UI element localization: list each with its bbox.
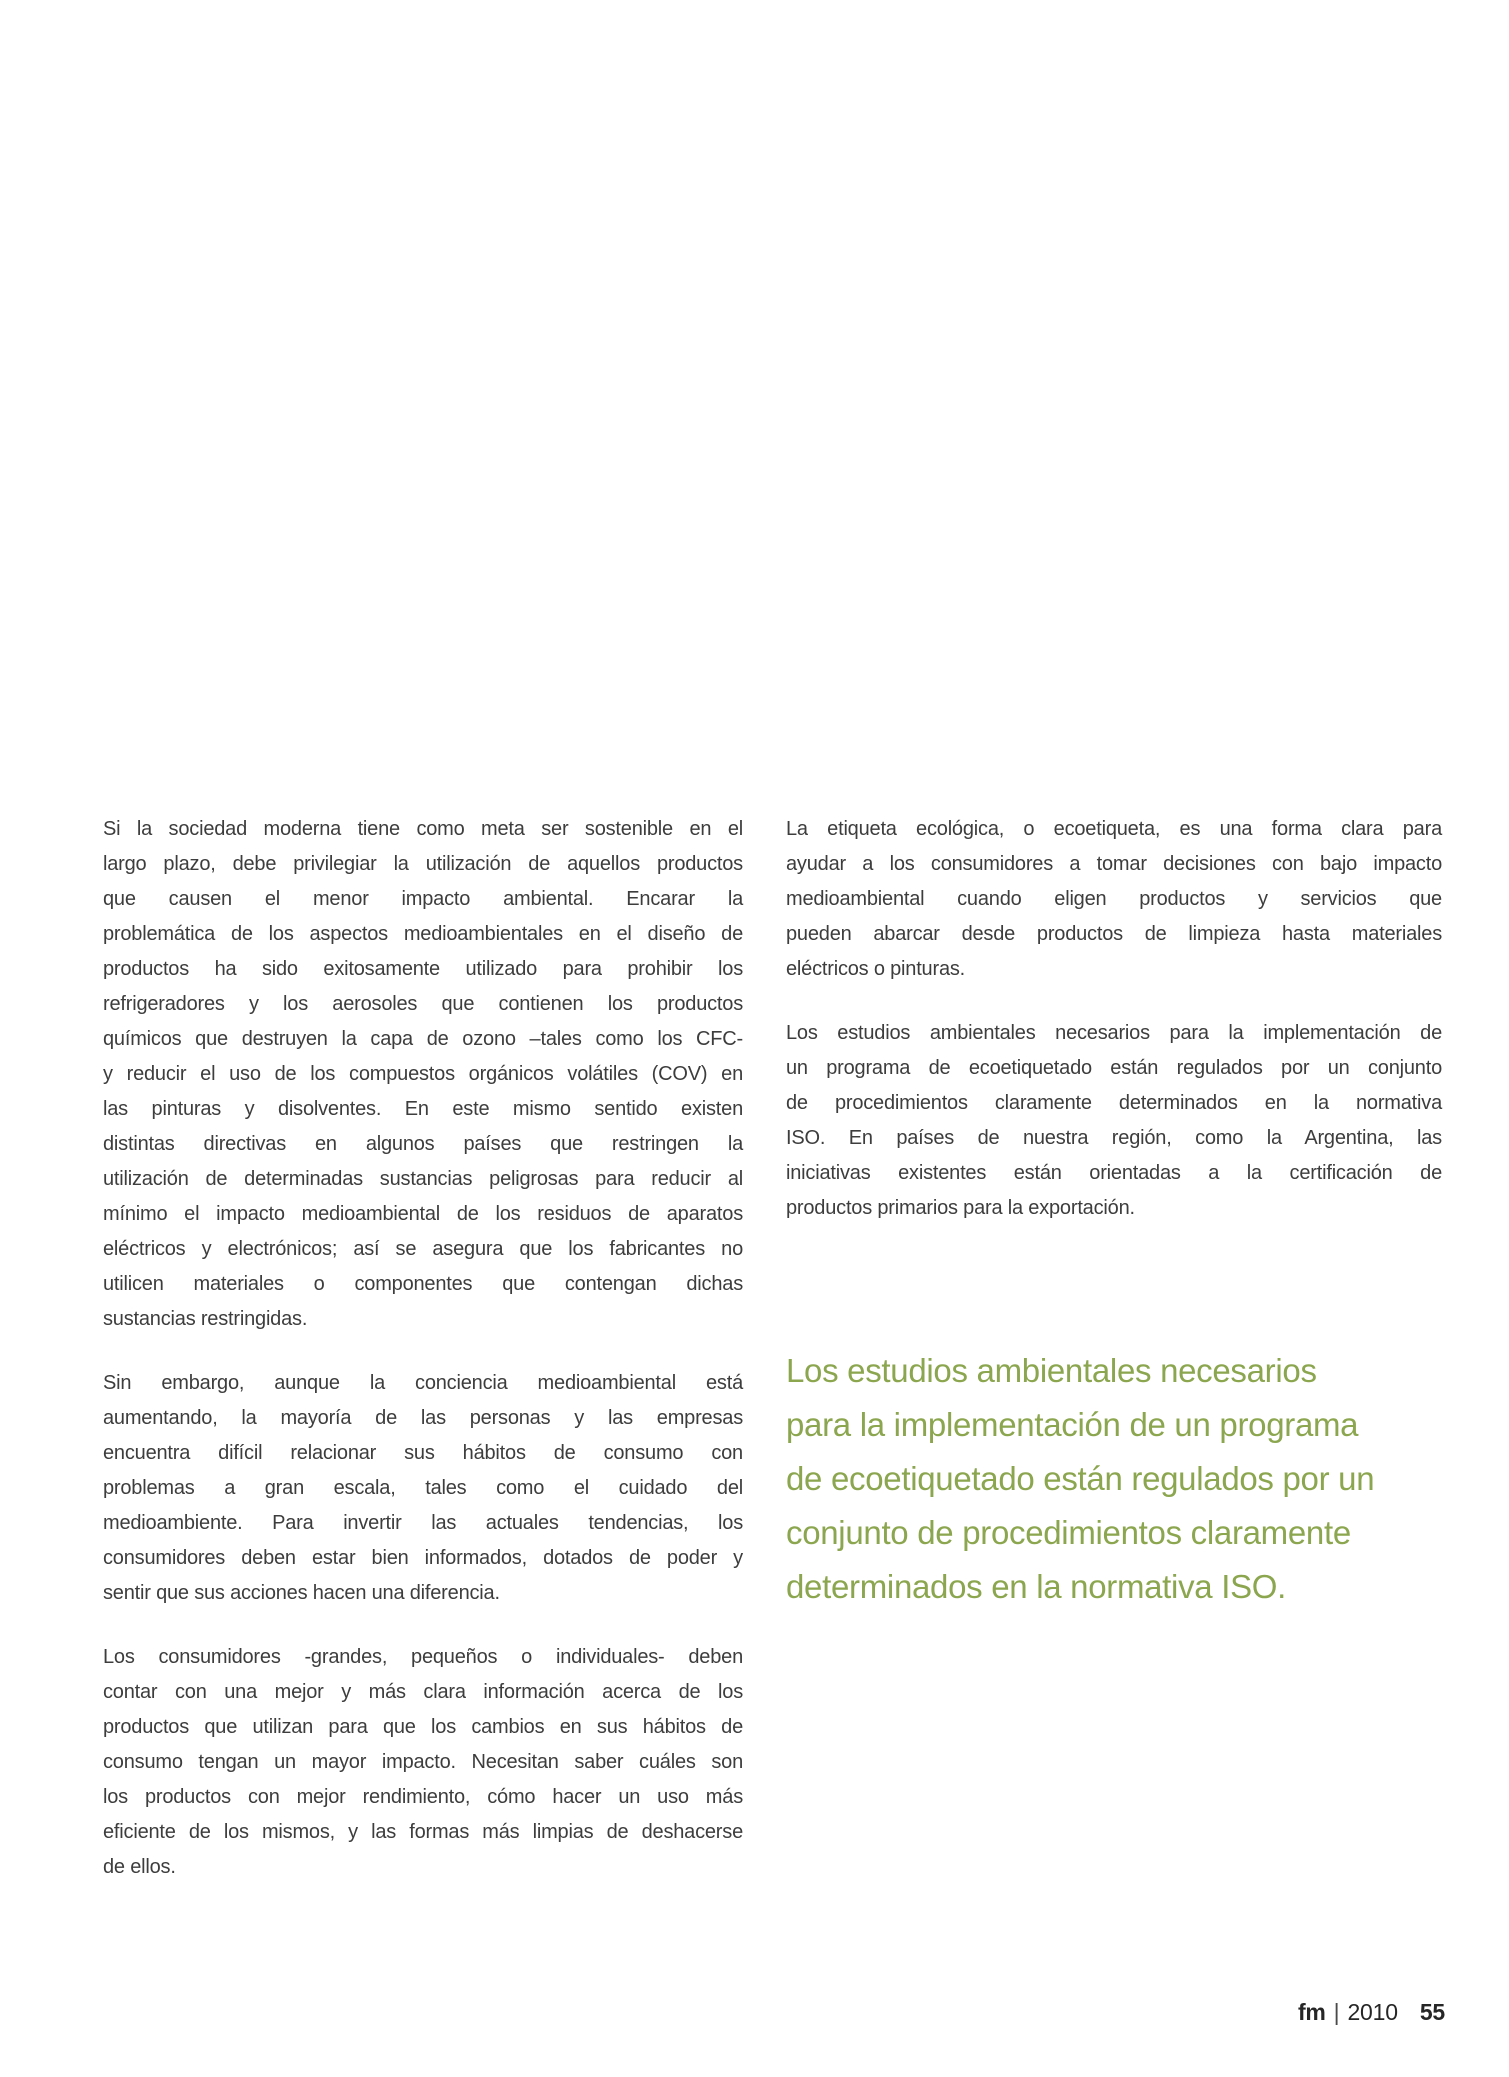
text-line: sustancias restringidas. [103,1308,308,1330]
text-line: de ellos. [103,1856,176,1878]
text-line: Los consumidores -grandes, pequeños o individuales- deben [103,1646,743,1668]
text-line: consumidores deben estar bien informados, dotados de poder y [103,1547,743,1569]
footer-year: 2010 [1347,1999,1398,2025]
paragraph [786,812,1442,987]
text-line: encuentra difícil relacionar sus hábitos de consumo con [103,1442,743,1464]
paragraph [103,1640,743,1885]
text-line: que causen el menor impacto ambiental. Encarar la [103,888,743,910]
text-line: eléctricos y electrónicos; así se asegura que los fabricantes no [103,1238,743,1260]
paragraph [786,1344,1442,1614]
paragraph [786,1016,1442,1226]
text-line: de procedimientos claramente determinados en la normativa [786,1092,1442,1114]
text-line: largo plazo, debe privilegiar la utilización de aquellos productos [103,853,743,875]
text-line: Sin embargo, aunque la conciencia medioambiental está [103,1372,743,1394]
text-line: iniciativas existentes están orientadas a la certificación de [786,1162,1442,1184]
text-line: eficiente de los mismos, y las formas más limpias de deshacerse [103,1821,743,1843]
text-line: utilización de determinadas sustancias peligrosas para reducir al [103,1168,743,1190]
left-text-column [103,812,743,1885]
journal-name: fm [1297,1999,1326,2025]
text-line: Los estudios ambientales necesarios [786,1352,1317,1389]
text-line: problemas a gran escala, tales como el cuidado del [103,1477,743,1499]
paragraph [103,1366,743,1611]
text-line: Si la sociedad moderna tiene como meta ser sostenible en el [103,818,743,840]
text-line: químicos que destruyen la capa de ozono –tales como los CFC- [103,1028,743,1050]
text-line: aumentando, la mayoría de las personas y las empresas [103,1407,743,1429]
text-line: las pinturas y disolventes. En este mismo sentido existen [103,1098,743,1120]
text-line: los productos con mejor rendimiento, cómo hacer un uso más [103,1786,743,1808]
text-line: medioambiente. Para invertir las actuales tendencias, los [103,1512,743,1534]
text-line: pueden abarcar desde productos de limpieza hasta materiales [786,923,1442,945]
text-line: para la implementación de un programa [786,1406,1359,1443]
footer-page-number: 55 [1419,1999,1445,2025]
text-line: problemática de los aspectos medioambientales en el diseño de [103,923,743,945]
text-line: distintas directivas en algunos países que restringen la [103,1133,743,1155]
text-line: productos ha sido exitosamente utilizado para prohibir los [103,958,743,980]
page-footer [1298,1998,1445,2026]
text-line: contar con una mejor y más clara información acerca de los [103,1681,743,1703]
footer-separator: | [1333,1999,1340,2025]
text-line: conjunto de procedimientos claramente [786,1514,1351,1551]
text-line: Los estudios ambientales necesarios para la implementación de [786,1022,1442,1044]
text-line: determinados en la normativa ISO. [786,1568,1287,1605]
text-line: mínimo el impacto medioambiental de los residuos de aparatos [103,1203,743,1225]
text-line: La etiqueta ecológica, o ecoetiqueta, es una forma clara para [786,818,1442,840]
text-line: ayudar a los consumidores a tomar decisiones con bajo impacto [786,853,1442,875]
right-column-body [786,812,1442,1226]
text-line: un programa de ecoetiquetado están regulados por un conjunto [786,1057,1442,1079]
text-line: eléctricos o pinturas. [786,958,966,980]
text-line: y reducir el uso de los compuestos orgánicos volátiles (COV) en [103,1063,743,1085]
text-line: consumo tengan un mayor impacto. Necesitan saber cuáles son [103,1751,743,1773]
text-line: medioambiental cuando eligen productos y servicios que [786,888,1442,910]
text-line: sentir que sus acciones hacen una diferencia. [103,1582,500,1604]
text-line: productos que utilizan para que los cambios en sus hábitos de [103,1716,743,1738]
text-line: ISO. En países de nuestra región, como la Argentina, las [786,1127,1442,1149]
right-text-column [786,812,1442,1614]
text-line: de ecoetiquetado están regulados por un [786,1460,1375,1497]
text-line: utilicen materiales o componentes que contengan dichas [103,1273,743,1295]
paragraph [103,812,743,1337]
text-line: refrigeradores y los aerosoles que contienen los productos [103,993,743,1015]
pull-quote [786,1344,1442,1614]
text-line: productos primarios para la exportación. [786,1197,1135,1219]
